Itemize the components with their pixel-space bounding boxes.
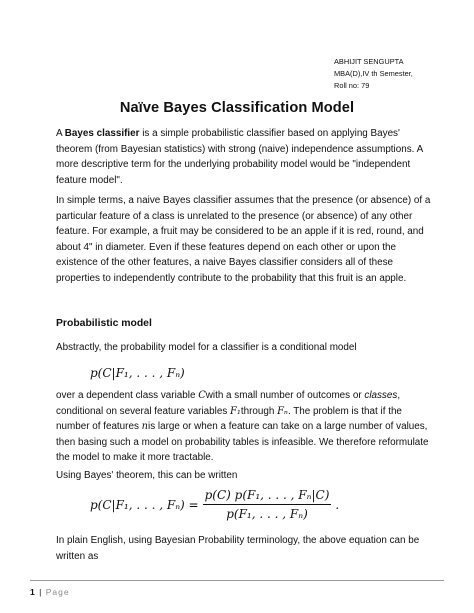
intro-term: Bayes classifier [64, 128, 140, 139]
var-c: C [198, 390, 206, 401]
bayes-lhs: p(C|F₁, . . . , Fₙ) = [90, 497, 199, 512]
page-footer [30, 587, 70, 597]
var-n: n [141, 421, 149, 432]
abstract-paragraph: Abstractly, the probability model for a classifier is a conditional model [56, 342, 357, 353]
intro-pre: A [56, 128, 65, 139]
bayes-equation [90, 488, 339, 521]
conditional-model-equation: p(C|F₁, . . . , Fₙ) [90, 366, 185, 380]
plain-english-paragraph: In plain English, using Bayesian Probability terminology, the above equation can be written as [56, 535, 420, 562]
explanation-paragraph: In simple terms, a naive Bayes classifier assumes that the presence (or absence) of a particular feature of a class is unrelated to the presence (or absence) of any other feature. For example, a fruit may be considered to be an apple if it is red, round, and about 4" in diameter. Even if these features depend on each other or upon the existence of the other features, a naive Bayes classifier considers all of these properties to independently contribute to the probability that this fruit is an apple. [56, 195, 431, 284]
classes-term: classes [364, 390, 398, 401]
var-f1: F₁ [230, 405, 241, 417]
page-label: Page [45, 587, 70, 597]
document-title: Naïve Bayes Classification Model [119, 100, 355, 116]
author-name: ABHIJIT SENGUPTA [334, 57, 404, 66]
dependent-variable-paragraph [56, 388, 434, 466]
p4-text-b: with a small number of outcomes or [205, 390, 365, 401]
var-fn: Fₙ [277, 405, 288, 417]
footer-rule [30, 580, 444, 581]
author-block [334, 56, 413, 92]
intro-paragraph [56, 126, 434, 188]
bayes-denominator: p(F₁, . . . , Fₙ) [226, 507, 308, 521]
bayes-fraction [203, 488, 332, 521]
bayes-theorem-paragraph: Using Bayes' theorem, this can be written [56, 470, 238, 481]
section-heading: Probabilistic model [56, 318, 152, 329]
p4-text-d: through [240, 405, 278, 417]
bayes-tail: . [335, 497, 340, 512]
footer-separator: | [39, 587, 42, 597]
author-roll: Roll no: 79 [334, 81, 370, 90]
intro-post: is a simple probabilistic classifier based on applying Bayes' theorem (from Bayesian statistics) with strong (naive) independence assumptions. A more descriptive term for the underlying probability model would be "independent feature model". [56, 128, 423, 186]
bayes-numerator: p(C) p(F₁, . . . , Fₙ|C) [203, 488, 332, 505]
author-program: MBA(D),IV th Semester, [334, 69, 413, 78]
p4-text-c: , conditional on several feature variables [56, 390, 401, 417]
p4-text-e: . The problem is that if the number of features [56, 405, 402, 432]
p4-text-f: is large or when a feature can take on a large number of values, then basing such a model on probability tables is infeasible. We therefore reformulate the model to make it more tractable. [56, 421, 429, 463]
p4-text-a: over a dependent class variable [56, 390, 199, 401]
page-number: 1 [30, 587, 35, 597]
